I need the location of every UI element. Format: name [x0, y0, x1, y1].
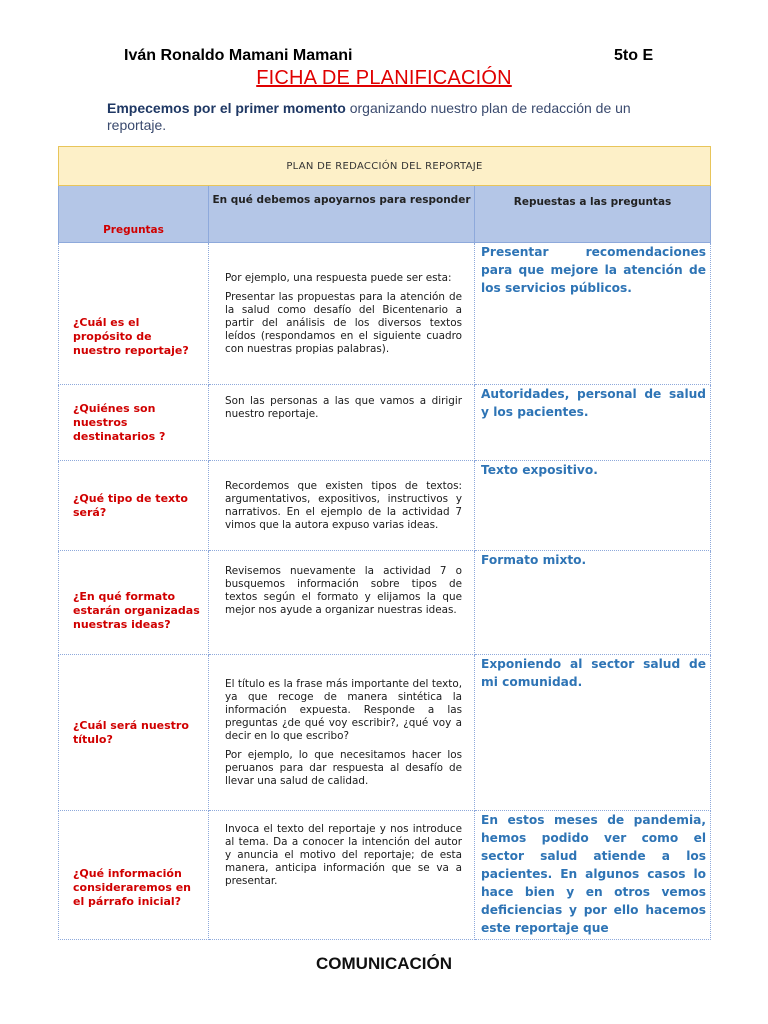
question-cell: ¿Qué tipo de texto será?: [59, 461, 209, 551]
basis-cell: [209, 551, 475, 655]
column-header-basis: En qué debemos apoyarnos para responder: [209, 186, 475, 243]
basis-paragraph: Revisemos nuevamente la actividad 7 o busquemos información sobre tipos de textos según el formato y elijamos la que mejor nos ayude a organizar nuestras ideas.: [225, 565, 462, 616]
column-header-answers: Repuestas a las preguntas: [475, 186, 711, 243]
plan-table: [58, 146, 711, 940]
question-cell: ¿Qué información consideraremos en el párrafo inicial?: [59, 811, 209, 940]
basis-cell: [209, 385, 475, 461]
basis-paragraph: Por ejemplo, una respuesta puede ser esta:: [225, 271, 452, 284]
table-caption: PLAN DE REDACCIÓN DEL REPORTAJE: [59, 147, 711, 186]
table-row: [59, 461, 711, 551]
answer-cell: [475, 243, 711, 385]
basis-cell: [209, 811, 475, 940]
table-row: [59, 551, 711, 655]
question-cell: ¿Cuál será nuestro título?: [59, 655, 209, 811]
answer-text: Autoridades, personal de salud y los pacientes.: [481, 387, 707, 419]
subject-footer: COMUNICACIÓN: [316, 954, 452, 973]
answer-cell: [475, 811, 711, 940]
intro-text: [107, 100, 667, 134]
answer-cell: [475, 655, 711, 811]
question-cell: ¿Cuál es el propósito de nuestro reportaje?: [59, 243, 209, 385]
answer-text: Texto expositivo.: [481, 463, 598, 477]
basis-cell: [209, 461, 475, 551]
student-name: Iván Ronaldo Mamani Mamani: [124, 47, 353, 64]
question-cell: ¿En qué formato estarán organizadas nuestras ideas?: [59, 551, 209, 655]
basis-paragraph: Recordemos que existen tipos de textos: argumentativos, expositivos, instructivos y narrativos. En el ejemplo de la actividad 7 vimos que la autora expuso varias ideas.: [225, 479, 462, 531]
basis-paragraph: Por ejemplo, lo que necesitamos hacer los peruanos para dar respuesta al desafío de llevar una salud de calidad.: [225, 748, 462, 787]
column-header-questions: Preguntas: [59, 186, 209, 243]
answer-text: Exponiendo al sector salud de mi comunidad.: [481, 657, 707, 689]
basis-cell: [209, 655, 475, 811]
basis-paragraph: Presentar las propuestas para la atención de la salud como desafío del Bicentenario a partir del análisis de los diversos textos leídos (respondamos en el siguiente cuadro con nuestras propias palabras).: [225, 290, 462, 355]
basis-paragraph: El título es la frase más importante del texto, ya que recoge de manera sintética la información expuesta. Responde a las preguntas ¿de qué voy escribir?, ¿qué voy a decir en lo que escribo?: [225, 677, 462, 742]
answer-text: En estos meses de pandemia, hemos podido ver como el sector salud atiende a los pacientes. En algunos casos lo hace bien y en otros vemos deficiencias y por ello hacemos este reportaje que: [481, 813, 707, 935]
table-row: [59, 385, 711, 461]
question-cell: ¿Quiénes son nuestros destinatarios ?: [59, 385, 209, 461]
table-row: [59, 655, 711, 811]
answer-cell: [475, 385, 711, 461]
answer-text: Formato mixto.: [481, 553, 587, 567]
basis-paragraph: Son las personas a las que vamos a dirigir nuestro reportaje.: [225, 395, 462, 420]
basis-cell: [209, 243, 475, 385]
intro-rest: organizando nuestro plan de redacción de un reportaje.: [107, 100, 631, 133]
basis-paragraph: Invoca el texto del reportaje y nos introduce al tema. Da a conocer la intención del autor y anuncia el motivo del reportaje; de esta manera, anticipa información que se va a presentar.: [225, 823, 462, 887]
answer-cell: [475, 461, 711, 551]
grade-label: 5to E: [614, 47, 654, 64]
answer-text: Presentar recomendaciones para que mejore la atención de los servicios públicos.: [481, 245, 707, 295]
table-row: [59, 243, 711, 385]
intro-bold: Empecemos por el primer momento: [107, 100, 346, 116]
page-title: FICHA DE PLANIFICACIÓN: [256, 67, 512, 89]
table-row: [59, 811, 711, 940]
answer-cell: [475, 551, 711, 655]
